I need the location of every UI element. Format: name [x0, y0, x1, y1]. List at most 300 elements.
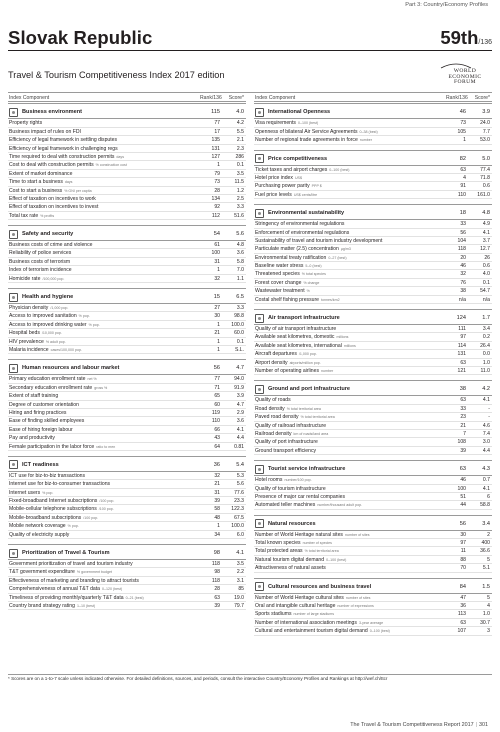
- indicator-score: 77.4: [480, 166, 490, 173]
- indicator-score: 3.9: [236, 393, 244, 400]
- indicator-label: Comprehensiveness of annual T&T data: [9, 586, 100, 593]
- indicator-name: [9, 153, 124, 161]
- indicator-unit: cases/100,000 pop.: [50, 347, 83, 352]
- indicator-name: [255, 350, 317, 358]
- indicator-unit: 3-year average: [358, 620, 384, 625]
- indicator-row: [8, 417, 246, 425]
- pillar-row: [8, 359, 246, 375]
- indicator-row: [8, 426, 246, 434]
- indicator-unit: % adult pop.: [45, 339, 66, 344]
- indicator-label: Total protected areas: [255, 548, 303, 555]
- indicator-row: [8, 241, 246, 249]
- indicator-score: 4.0: [482, 271, 490, 278]
- indicator-score: 286: [235, 153, 244, 160]
- indicator-rank: 98: [214, 569, 220, 576]
- indicator-unit: 0–38 (best): [359, 129, 378, 134]
- indicator-rank: 63: [214, 594, 220, 601]
- indicator-name: [9, 401, 81, 409]
- indicator-unit: US$ cents/litre: [293, 192, 318, 197]
- indicator-row: [254, 413, 492, 421]
- indicator-row: [254, 422, 492, 430]
- indicator-row: [254, 594, 492, 602]
- indicator-name: [255, 396, 293, 404]
- indicator-unit: km of roads/land area: [293, 431, 329, 436]
- indicator-label: Extent of staff training: [9, 393, 59, 400]
- indicator-unit: % construction cost: [95, 163, 127, 168]
- pillar-row: [254, 309, 492, 325]
- indicator-score: 4.4: [482, 447, 490, 454]
- indicator-label: Effectiveness of marketing and branding to attract tourists: [9, 577, 139, 584]
- indicator-rank: 100: [211, 250, 220, 257]
- indicator-unit: number of large stadiums: [293, 612, 335, 617]
- indicator-name: [255, 405, 321, 413]
- pillar-label: International Openness: [268, 109, 331, 116]
- header-score: Score*: [474, 95, 490, 101]
- indicator-unit: µg/m3: [340, 247, 351, 252]
- indicator-label: Ticket taxes and airport charges: [255, 166, 328, 173]
- indicator-score: 3.5: [236, 170, 244, 177]
- indicator-rank: 38: [460, 288, 466, 295]
- header-index-component: Index Component: [9, 95, 50, 101]
- indicator-label: Time required to deal with construction permits: [9, 153, 115, 160]
- indicator-rank: 71: [214, 384, 220, 391]
- airplane-icon: [255, 314, 264, 323]
- indicator-row: [8, 304, 246, 312]
- indicator-name: [255, 191, 317, 199]
- indicator-score: 0.1: [482, 279, 490, 286]
- indicator-rank: 17: [214, 128, 220, 135]
- pillar-rank: 124: [456, 315, 466, 322]
- indicator-name: [255, 128, 378, 136]
- indicator-unit: /10,000 pop.: [41, 331, 62, 336]
- pillar-score: 4.7: [236, 365, 244, 372]
- indicator-row: [254, 279, 492, 287]
- indicator-unit: 5–0 (best): [305, 264, 322, 269]
- indicator-row: [254, 325, 492, 333]
- indicator-name: [9, 392, 60, 400]
- indicator-score: 77.6: [234, 489, 244, 496]
- indicator-label: Attractiveness of natural assets: [255, 565, 326, 572]
- pillar-rank: 56: [213, 365, 220, 372]
- indicator-name: [255, 359, 321, 367]
- rank-value: 59th: [440, 27, 479, 48]
- indicator-unit: 0–100 (best): [326, 557, 347, 562]
- briefcase-icon: [9, 108, 18, 117]
- pillar-score: 3.9: [482, 109, 490, 116]
- indicator-unit: /100 pop.: [99, 499, 115, 504]
- indicator-rank: 104: [457, 237, 466, 244]
- indicator-name: [255, 254, 347, 262]
- header-rank: Rank/136: [446, 95, 468, 101]
- indicator-name: [255, 447, 318, 455]
- indicator-label: Index of terrorism incidence: [9, 267, 72, 274]
- indicator-rank: 63: [460, 397, 466, 404]
- indicator-row: [8, 338, 246, 346]
- indicator-row: [8, 178, 246, 186]
- indicator-rank: 39: [214, 602, 220, 609]
- indicator-row: [254, 254, 492, 262]
- indicator-rank: 112: [211, 212, 220, 219]
- indicator-row: [8, 531, 246, 539]
- indicator-name: [255, 367, 333, 375]
- pillar-score: 1.5: [482, 583, 490, 590]
- indicator-score: 0.1: [236, 338, 244, 345]
- pillar-score: 4.1: [236, 550, 244, 557]
- indicator-label: Total tax rate: [9, 212, 39, 219]
- indicator-score: 122.3: [231, 506, 244, 513]
- museum-icon: [255, 582, 264, 591]
- indicator-unit: number/thousand adult pop.: [317, 503, 363, 508]
- indicator-label: Quality of air transport infrastructure: [255, 326, 337, 333]
- indicator-rank: 118: [211, 577, 220, 584]
- indicator-row: [8, 187, 246, 195]
- indicator-row: [254, 531, 492, 539]
- indicator-score: 1.0: [482, 611, 490, 618]
- indicator-name: [9, 514, 98, 522]
- indicator-rank: 39: [460, 447, 466, 454]
- indicator-name: [9, 203, 100, 211]
- indicator-score: 4.7: [236, 401, 244, 408]
- pillar-rank: 115: [211, 109, 220, 116]
- indicator-score: 6.0: [236, 531, 244, 538]
- indicator-row: [254, 476, 492, 484]
- indicator-unit: number/100 pop.: [284, 478, 312, 483]
- indicator-rank: 60: [214, 401, 220, 408]
- indicator-score: 54.7: [480, 288, 490, 295]
- indicator-label: Access to improved sanitation: [9, 313, 77, 320]
- indicator-rank: 33: [460, 221, 466, 228]
- indicator-name: [255, 501, 362, 509]
- price-tag-icon: [255, 154, 264, 163]
- indicator-score: 7.7: [482, 128, 490, 135]
- indicator-name: [255, 237, 384, 245]
- indicator-rank: 1: [217, 267, 220, 274]
- indicator-rank: 110: [211, 418, 220, 425]
- indicator-score: 3: [487, 628, 490, 635]
- indicator-name: [255, 539, 332, 547]
- indicator-unit: US$: [294, 175, 302, 180]
- indicator-name: [9, 119, 44, 127]
- indicator-name: [9, 346, 82, 354]
- wef-logo: [439, 62, 491, 86]
- indicator-label: Hospital beds: [9, 330, 40, 337]
- page-footer: [350, 722, 488, 728]
- indicator-name: [255, 220, 346, 228]
- pillar-rank: 98: [213, 550, 220, 557]
- indicator-row: [8, 258, 246, 266]
- indicator-unit: days: [64, 180, 73, 185]
- indicator-name: [9, 602, 95, 610]
- indicator-unit: gross %: [94, 385, 108, 390]
- indicator-name: [255, 279, 319, 287]
- indicator-unit: number: [321, 368, 334, 373]
- indicator-score: 36.6: [480, 548, 490, 555]
- indicator-label: Mobile-broadband subscriptions: [9, 514, 82, 521]
- indicator-score: n/a: [482, 296, 490, 303]
- indicator-label: Ease of finding skilled employees: [9, 418, 85, 425]
- indicator-row: [254, 229, 492, 237]
- indicator-score: 60.0: [234, 330, 244, 337]
- indicator-row: [8, 443, 246, 451]
- indicator-rank: 65: [214, 393, 220, 400]
- indicator-rank: 44: [460, 502, 466, 509]
- pillar-rank: 18: [459, 210, 466, 217]
- indicator-rank: 30: [214, 313, 220, 320]
- indicator-name: [255, 262, 322, 270]
- computer-icon: [9, 460, 18, 469]
- indicator-rank: 4: [463, 174, 466, 181]
- indicator-label: Oral and intangible cultural heritage: [255, 603, 336, 610]
- indicator-rank: 56: [460, 229, 466, 236]
- indicator-label: Physician density: [9, 305, 49, 312]
- indicator-unit: /100 pop.: [98, 507, 114, 512]
- indicator-rank: 108: [457, 439, 466, 446]
- indicator-label: Natural tourism digital demand: [255, 556, 325, 563]
- indicator-score: 5.1: [482, 565, 490, 572]
- indicator-score: 2.9: [236, 409, 244, 416]
- indicator-name: [9, 426, 75, 434]
- indicator-name: [9, 585, 122, 593]
- pillar-rank: 63: [459, 466, 466, 473]
- indicator-name: [9, 489, 53, 497]
- indicator-row: [8, 522, 246, 530]
- indicator-rank: 79: [214, 170, 220, 177]
- indicator-name: [9, 258, 72, 266]
- indicator-rank: 21: [214, 330, 220, 337]
- indicator-label: Mobile network coverage: [9, 523, 66, 530]
- indicator-label: Paved road density: [255, 414, 299, 421]
- indicator-score: 3.0: [482, 439, 490, 446]
- indicator-name: [255, 438, 320, 446]
- indicator-row: [254, 350, 492, 358]
- mountain-icon: [255, 519, 264, 528]
- indicator-name: [9, 531, 71, 539]
- indicator-label: Business costs of terrorism: [9, 258, 71, 265]
- indicator-row: [254, 220, 492, 228]
- indicator-rank: 36: [460, 603, 466, 610]
- indicator-score: 3.6: [236, 418, 244, 425]
- indicator-rank: 63: [460, 166, 466, 173]
- indicator-score: 98.8: [234, 313, 244, 320]
- indicator-row: [8, 153, 246, 161]
- pillar-score: 5.6: [236, 231, 244, 238]
- indicator-unit: % GNI per capita: [64, 188, 92, 193]
- indicator-score: 4.2: [236, 120, 244, 127]
- indicator-row: [254, 405, 492, 413]
- indicator-score: 5.8: [236, 258, 244, 265]
- indicator-score: -: [488, 414, 490, 421]
- indicator-name: [9, 568, 112, 576]
- indicator-name: [9, 304, 68, 312]
- indicator-rank: 127: [211, 153, 220, 160]
- indicator-label: Fixed-broadband Internet subscriptions: [9, 498, 98, 505]
- indicator-label: Hiring and firing practices: [9, 409, 67, 416]
- health-cross-icon: [9, 293, 18, 302]
- pillar-row: [8, 225, 246, 241]
- indicator-name: [255, 229, 351, 237]
- indicator-score: 53.0: [480, 137, 490, 144]
- indicator-row: [8, 161, 246, 169]
- pillar-label: Air transport infrastructure: [268, 315, 340, 322]
- indicator-label: Effect of taxation on incentives to work: [9, 195, 96, 202]
- pillar-label: Ground and port infrastructure: [268, 386, 351, 393]
- pillar-row: [254, 578, 492, 594]
- indicator-unit: number of sites: [344, 532, 370, 537]
- indicator-rank: 23: [460, 414, 466, 421]
- indicator-label: Railroad density: [255, 430, 292, 437]
- footnote: * Scores are on a 1-to-7 scale unless indicated otherwise. For detailed definitions, sources, and periods, consult the interactive Country/Economy Profiles and Rankings at http://wef.ch/ttcr: [8, 676, 388, 681]
- indicator-name: [9, 321, 100, 329]
- indicator-name: [9, 384, 107, 392]
- indicator-rank: 7: [463, 430, 466, 437]
- indicator-label: Ground transport efficiency: [255, 447, 317, 454]
- indicator-name: [255, 287, 310, 295]
- indicator-label: Effect of taxation on incentives to invest: [9, 204, 99, 211]
- pillar-row: [8, 288, 246, 304]
- indicator-label: Efficiency of legal framework in challenging regs: [9, 145, 118, 152]
- indicator-label: Internet users: [9, 489, 41, 496]
- indicator-row: [8, 119, 246, 127]
- indicator-name: [9, 136, 119, 144]
- pillar-label: Health and hygiene: [22, 294, 74, 301]
- index-subtitle: Travel & Tourism Competitiveness Index 2017 edition: [8, 70, 225, 80]
- suitcase-icon: [9, 549, 18, 558]
- indicator-rank: 28: [214, 586, 220, 593]
- indicator-name: [9, 409, 68, 417]
- indicator-rank: 63: [460, 359, 466, 366]
- indicator-score: 85: [238, 586, 244, 593]
- indicator-label: Automated teller machines: [255, 502, 316, 509]
- indicator-name: [9, 275, 64, 283]
- indicator-rank: 48: [214, 514, 220, 521]
- indicator-score: 100.0: [231, 523, 244, 530]
- indicator-label: Forest cover change: [255, 279, 302, 286]
- indicator-rank: 39: [214, 498, 220, 505]
- indicator-row: [8, 203, 246, 211]
- indicator-name: [9, 522, 79, 530]
- indicator-row: [254, 430, 492, 438]
- indicator-row: [254, 174, 492, 182]
- indicator-row: [8, 128, 246, 136]
- indicator-label: T&T government expenditure: [9, 569, 75, 576]
- indicator-label: Ease of hiring foreign labour: [9, 426, 73, 433]
- indicator-rank: 21: [214, 481, 220, 488]
- indicator-row: [254, 501, 492, 509]
- indicator-unit: airports/million pop.: [289, 360, 321, 365]
- indicator-rank: 118: [457, 246, 466, 253]
- indicator-row: [254, 245, 492, 253]
- indicator-score: 6: [487, 493, 490, 500]
- indicator-row: [8, 568, 246, 576]
- indicator-rank: 76: [460, 279, 466, 286]
- indicator-label: Property rights: [9, 120, 43, 127]
- indicator-rank: 77: [214, 120, 220, 127]
- indicator-row: [8, 312, 246, 320]
- indicator-unit: % pop.: [88, 322, 100, 327]
- indicator-rank: 1: [217, 162, 220, 169]
- indicator-row: [8, 514, 246, 522]
- indicator-label: Stringency of environmental regulations: [255, 221, 345, 228]
- indicator-rank: 1: [217, 321, 220, 328]
- indicator-score: 94.0: [234, 376, 244, 383]
- indicator-row: [254, 602, 492, 610]
- indicator-label: Degree of customer orientation: [9, 401, 79, 408]
- indicator-rank: 46: [460, 477, 466, 484]
- indicator-label: Cost to deal with construction permits: [9, 162, 94, 169]
- indicator-unit: % total territorial area: [304, 549, 339, 554]
- indicator-name: [9, 329, 62, 337]
- indicator-row: [254, 287, 492, 295]
- indicator-label: Malaria incidence: [9, 346, 49, 353]
- indicator-row: [254, 359, 492, 367]
- indicator-label: Primary education enrollment rate: [9, 376, 86, 383]
- indicator-label: Female participation in the labor force: [9, 443, 95, 450]
- indicator-label: Openness of bilateral Air Service Agreements: [255, 128, 358, 135]
- indicator-unit: /1,000 pop.: [50, 306, 69, 311]
- indicator-score: 4: [487, 603, 490, 610]
- indicator-name: [255, 430, 328, 438]
- indicator-score: 3.5: [236, 561, 244, 568]
- pillar-row: [254, 460, 492, 476]
- indicator-row: [254, 262, 492, 270]
- header-index-component: Index Component: [255, 95, 296, 101]
- indicator-rank: 73: [460, 120, 466, 127]
- indicator-row: [254, 619, 492, 627]
- indicator-row: [8, 594, 246, 602]
- indicator-score: 23.3: [234, 498, 244, 505]
- indicator-unit: number of expressions: [337, 604, 374, 609]
- indicator-score: 0.7: [482, 477, 490, 484]
- indicator-score: 7.0: [236, 267, 244, 274]
- indicator-row: [254, 539, 492, 547]
- indicator-score: 0.2: [482, 334, 490, 341]
- left-indicator-column: [8, 94, 246, 610]
- indicator-score: 4.1: [482, 397, 490, 404]
- indicator-row: [254, 166, 492, 174]
- pillar-row: [254, 103, 492, 119]
- indicator-label: Available seat kilometres, international: [255, 342, 342, 349]
- indicator-rank: 34: [214, 531, 220, 538]
- indicator-unit: /1,000 pop.: [298, 352, 317, 357]
- indicator-score: S.L.: [234, 346, 244, 353]
- indicator-label: Total known species: [255, 540, 301, 547]
- indicator-row: [8, 384, 246, 392]
- indicator-label: Business costs of crime and violence: [9, 242, 93, 249]
- indicator-row: [8, 434, 246, 442]
- indicator-name: [255, 119, 318, 127]
- indicator-score: 2.1: [236, 137, 244, 144]
- indicator-rank: 100: [457, 485, 466, 492]
- indicator-score: 79.7: [234, 602, 244, 609]
- indicator-score: 58.8: [480, 502, 490, 509]
- leaf-icon: [255, 209, 264, 218]
- indicator-rank: 28: [214, 187, 220, 194]
- pillar-row: [254, 150, 492, 166]
- indicator-label: Threatened species: [255, 271, 300, 278]
- indicator-name: [255, 166, 349, 174]
- indicator-row: [8, 321, 246, 329]
- indicator-row: [8, 136, 246, 144]
- indicator-unit: /100 pop.: [83, 515, 99, 520]
- country-title: Slovak Republic: [8, 27, 153, 48]
- indicator-unit: number of species: [302, 541, 332, 546]
- indicator-score: 19.0: [234, 594, 244, 601]
- indicator-label: Timeliness of providing monthly/quarterly T&T data: [9, 594, 124, 601]
- indicator-row: [8, 560, 246, 568]
- indicator-rank: 114: [457, 342, 466, 349]
- indicator-label: Quality of port infrastructure: [255, 439, 318, 446]
- indicator-label: Fuel price levels: [255, 191, 292, 198]
